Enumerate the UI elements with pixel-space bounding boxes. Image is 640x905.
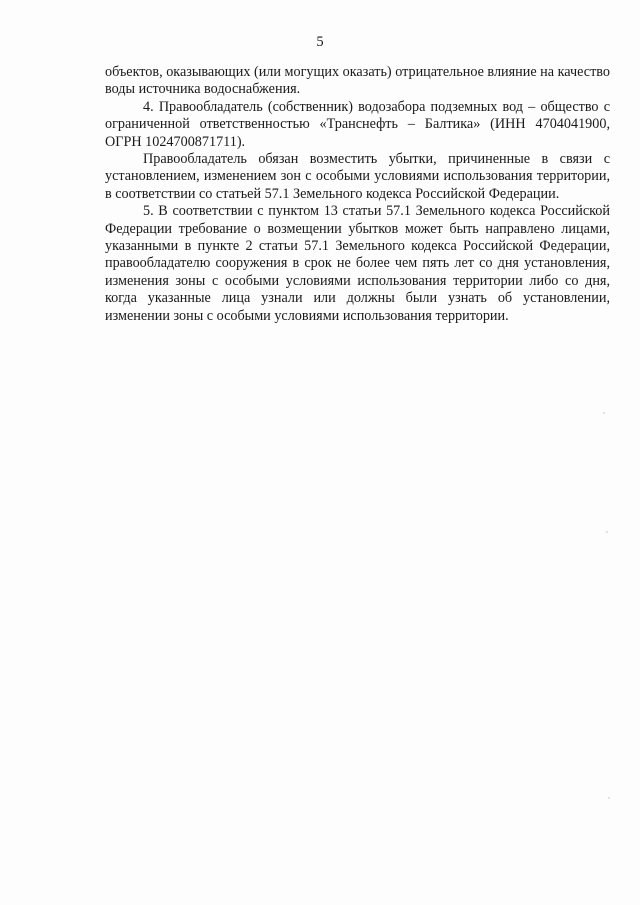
scan-artifact xyxy=(608,797,610,799)
scan-artifact xyxy=(603,412,605,414)
paragraph-item-4: 4. Правообладатель (собственник) водозабора подземных вод – общество с ограниченной ответственностью «Транснефть – Балтика» (ИНН 4704041900, ОГРН 1024700871711). xyxy=(105,98,610,150)
page-number: 5 xyxy=(316,34,324,50)
paragraph-compensation: Правообладатель обязан возместить убытки, причиненные в связи с установлением, изменением зон с особыми условиями использования территории, в соответствии со статьей 57.1 Земельного кодекса Российской Федерации. xyxy=(105,151,610,202)
document-body xyxy=(105,64,610,325)
paragraph-item-5: 5. В соответствии с пунктом 13 статьи 57.1 Земельного кодекса Российской Федерации требование о возмещении убытков может быть направлено лицами, указанными в пункте 2 статьи 57.1 Земельного кодекса Российской Федерации, правообладателю сооружения в срок не более чем пять лет со дня установления, изменения зоны с особыми условиями использования территории либо со дня, когда указанные лица узнали или должны были узнать об установлении, изменении зоны с особыми условиями использования территории. xyxy=(105,203,610,324)
paragraph-continuation: объектов, оказывающих (или могущих оказать) отрицательное влияние на качество воды источника водоснабжения. xyxy=(105,64,610,98)
scan-artifact xyxy=(606,531,608,533)
